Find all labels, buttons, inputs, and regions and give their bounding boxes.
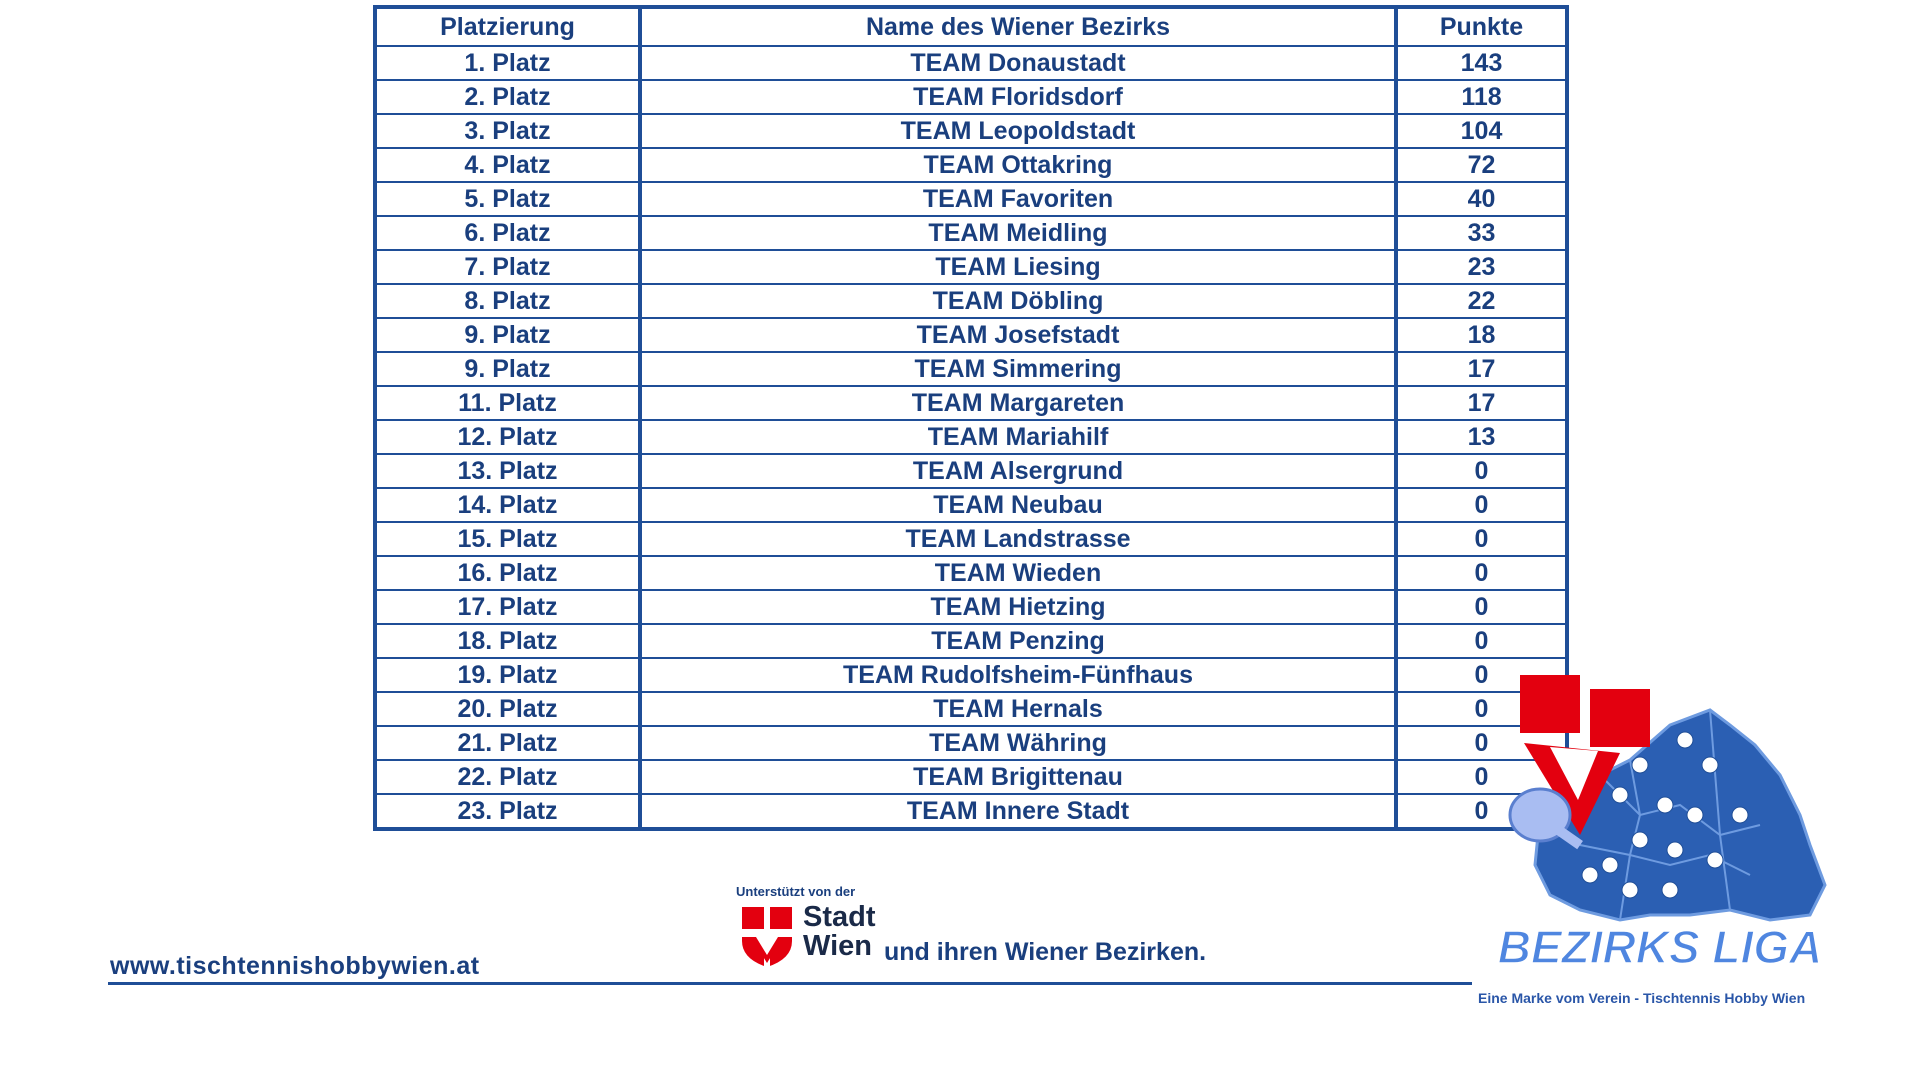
table-row [375,692,1567,726]
table-row [375,182,1567,216]
table-row [375,454,1567,488]
cell-district-name: TEAM Rudolfsheim-Fünfhaus [640,658,1396,692]
cell-placement: 7. Platz [375,250,640,284]
cell-points: 13 [1396,420,1567,454]
cell-placement: 15. Platz [375,522,640,556]
cell-district-name: TEAM Josefstadt [640,318,1396,352]
bezirks-liga-wordmark: BEZIRKS LIGA [1497,921,1823,973]
cell-placement: 20. Platz [375,692,640,726]
cell-points: 143 [1396,46,1567,80]
cell-district-name: TEAM Ottakring [640,148,1396,182]
cell-points: 22 [1396,284,1567,318]
cell-district-name: TEAM Leopoldstadt [640,114,1396,148]
cell-placement: 21. Platz [375,726,640,760]
cell-district-name: TEAM Währing [640,726,1396,760]
stadt-word: Stadt [803,901,876,933]
cell-placement: 4. Platz [375,148,640,182]
cell-points: 0 [1396,454,1567,488]
table-row [375,352,1567,386]
cell-district-name: TEAM Innere Stadt [640,794,1396,829]
cell-points: 0 [1396,522,1567,556]
cell-placement: 12. Platz [375,420,640,454]
support-label: Unterstützt von der [736,884,856,899]
cell-points: 17 [1396,352,1567,386]
ranking-table [373,5,1569,831]
cell-district-name: TEAM Döbling [640,284,1396,318]
wien-shield-icon [742,907,792,967]
wien-word: Wien [803,930,873,962]
table-row [375,386,1567,420]
table-row [375,148,1567,182]
cell-points: 18 [1396,318,1567,352]
cell-placement: 8. Platz [375,284,640,318]
table-row [375,216,1567,250]
cell-placement: 1. Platz [375,46,640,80]
cell-district-name: TEAM Neubau [640,488,1396,522]
table-row [375,46,1567,80]
cell-district-name: TEAM Floridsdorf [640,80,1396,114]
bezirke-text: und ihren Wiener Bezirken. [884,938,1207,966]
cell-placement: 22. Platz [375,760,640,794]
header-points: Punkte [1396,7,1567,46]
table-row [375,522,1567,556]
cell-district-name: TEAM Favoriten [640,182,1396,216]
cell-points: 0 [1396,726,1567,760]
header-placement: Platzierung [375,7,640,46]
cell-placement: 11. Platz [375,386,640,420]
cell-placement: 23. Platz [375,794,640,829]
cell-points: 23 [1396,250,1567,284]
cell-points: 0 [1396,760,1567,794]
stadt-wien-wordmark [803,903,876,961]
cell-placement: 3. Platz [375,114,640,148]
cell-district-name: TEAM Hernals [640,692,1396,726]
cell-district-name: TEAM Simmering [640,352,1396,386]
table-row [375,318,1567,352]
table-row [375,488,1567,522]
table-row [375,624,1567,658]
cell-district-name: TEAM Mariahilf [640,420,1396,454]
cell-points: 0 [1396,556,1567,590]
cell-district-name: TEAM Penzing [640,624,1396,658]
cell-points: 118 [1396,80,1567,114]
cell-points: 104 [1396,114,1567,148]
cell-district-name: TEAM Wieden [640,556,1396,590]
cell-points: 33 [1396,216,1567,250]
cell-points: 72 [1396,148,1567,182]
table-row [375,80,1567,114]
cell-placement: 9. Platz [375,352,640,386]
cell-placement: 17. Platz [375,590,640,624]
table-row [375,420,1567,454]
ranking-body [375,46,1567,829]
website-link[interactable]: www.tischtennishobbywien.at [110,952,480,980]
table-row [375,760,1567,794]
footer-divider [108,982,1472,985]
table-row [375,284,1567,318]
cell-placement: 18. Platz [375,624,640,658]
cell-points: 0 [1396,794,1567,829]
cell-placement: 13. Platz [375,454,640,488]
cell-district-name: TEAM Meidling [640,216,1396,250]
table-row [375,114,1567,148]
table-row [375,794,1567,829]
cell-placement: 19. Platz [375,658,640,692]
cell-points: 0 [1396,658,1567,692]
cell-points: 40 [1396,182,1567,216]
table-row [375,658,1567,692]
cell-points: 0 [1396,590,1567,624]
table-row [375,726,1567,760]
cell-placement: 9. Platz [375,318,640,352]
cell-points: 0 [1396,488,1567,522]
table-row [375,556,1567,590]
table-row [375,250,1567,284]
cell-placement: 2. Platz [375,80,640,114]
brand-tagline: Eine Marke vom Verein - Tischtennis Hobby Wien [1478,990,1806,1006]
cell-district-name: TEAM Liesing [640,250,1396,284]
table-row [375,590,1567,624]
cell-points: 0 [1396,624,1567,658]
cell-district-name: TEAM Margareten [640,386,1396,420]
cell-points: 0 [1396,692,1567,726]
cell-district-name: TEAM Donaustadt [640,46,1396,80]
cell-placement: 16. Platz [375,556,640,590]
cell-placement: 5. Platz [375,182,640,216]
bezirks-liga-logo [1480,665,1840,975]
cell-placement: 6. Platz [375,216,640,250]
cell-district-name: TEAM Landstrasse [640,522,1396,556]
table-header-row [375,7,1567,46]
cell-district-name: TEAM Brigittenau [640,760,1396,794]
cell-district-name: TEAM Hietzing [640,590,1396,624]
cell-points: 17 [1396,386,1567,420]
cell-district-name: TEAM Alsergrund [640,454,1396,488]
header-district-name: Name des Wiener Bezirks [640,7,1396,46]
cell-placement: 14. Platz [375,488,640,522]
